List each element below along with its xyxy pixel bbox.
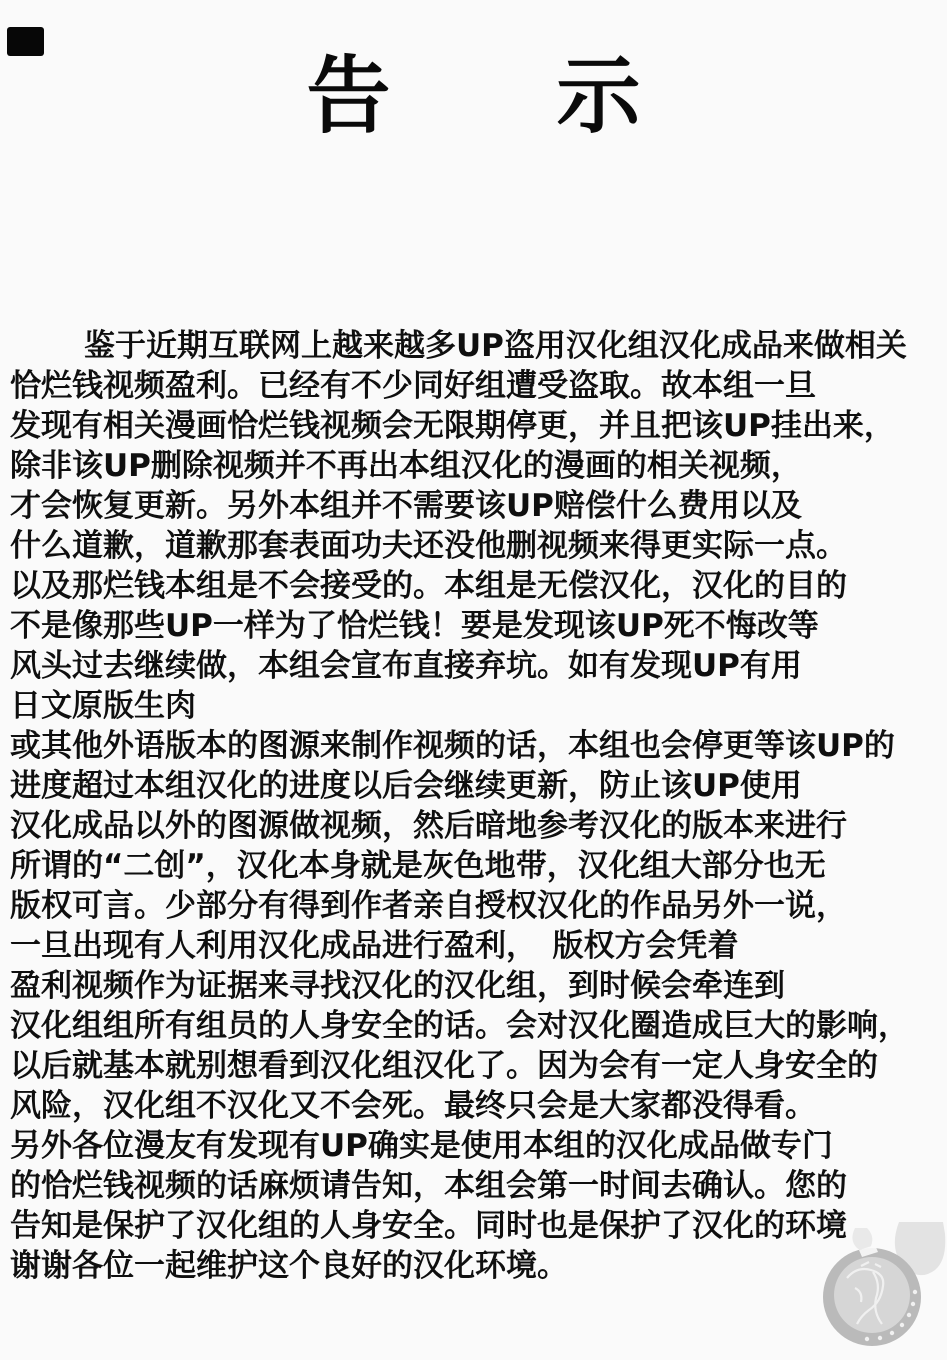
body-line: 风头过去继续做，本组会宣布直接弃坑。如有发现UP有用 bbox=[10, 648, 802, 684]
body-line: 盈利视频作为证据来寻找汉化的汉化组，到时候会牵连到 bbox=[10, 968, 785, 1004]
body-line: 除非该UP删除视频并不再出本组汉化的漫画的相关视频， bbox=[10, 448, 802, 484]
body-line: 的恰烂钱视频的话麻烦请告知，本组会第一时间去确认。您的 bbox=[10, 1168, 847, 1204]
body-line: 日文原版生肉 bbox=[10, 688, 196, 724]
body-line: 所谓的“二创”，汉化本身就是灰色地带，汉化组大部分也无 bbox=[10, 848, 826, 884]
body-line: 谢谢各位一起维护这个良好的汉化环境。 bbox=[10, 1248, 568, 1284]
body-line: 进度超过本组汉化的进度以后会继续更新，防止该UP使用 bbox=[10, 768, 802, 804]
body-line: 一旦出现有人利用汉化成品进行盈利， 版权方会凭着 bbox=[10, 928, 739, 964]
body-line: 发现有相关漫画恰烂钱视频会无限期停更，并且把该UP挂出来， bbox=[10, 408, 895, 444]
body-line: 汉化组组所有组员的人身安全的话。会对汉化圈造成巨大的影响， bbox=[10, 1008, 909, 1044]
body-line: 以及那烂钱本组是不会接受的。本组是无偿汉化，汉化的目的 bbox=[10, 568, 847, 604]
title-char-shi: 示 bbox=[556, 47, 641, 145]
body-line: 鉴于近期互联网上越来越多UP盗用汉化组汉化成品来做相关 bbox=[84, 328, 907, 364]
body-line: 什么道歉，道歉那套表面功夫还没他删视频来得更实际一点。 bbox=[10, 528, 847, 564]
body-line: 恰烂钱视频盈利。已经有不少同好组遭受盗取。故本组一旦 bbox=[10, 368, 816, 404]
title-char-gao: 告 bbox=[306, 47, 391, 145]
body-line: 以后就基本就别想看到汉化组汉化了。因为会有一定人身安全的 bbox=[10, 1048, 878, 1084]
body-line: 或其他外语版本的图源来制作视频的话，本组也会停更等该UP的 bbox=[10, 728, 895, 764]
page-title bbox=[0, 48, 947, 145]
body-line: 汉化成品以外的图源做视频，然后暗地参考汉化的版本来进行 bbox=[10, 808, 847, 844]
body-line: 告知是保护了汉化组的人身安全。同时也是保护了汉化的环境 bbox=[10, 1208, 847, 1244]
notice-body bbox=[10, 326, 945, 1286]
body-line: 另外各位漫友有发现有UP确实是使用本组的汉化成品做专门 bbox=[10, 1128, 833, 1164]
body-line: 不是像那些UP一样为了恰烂钱！要是发现该UP死不悔改等 bbox=[10, 608, 819, 644]
body-line: 风险，汉化组不汉化又不会死。最终只会是大家都没得看。 bbox=[10, 1088, 816, 1124]
body-line: 才会恢复更新。另外本组并不需要该UP赔偿什么费用以及 bbox=[10, 488, 802, 524]
body-line: 版权可言。少部分有得到作者亲自授权汉化的作品另外一说， bbox=[10, 888, 847, 924]
